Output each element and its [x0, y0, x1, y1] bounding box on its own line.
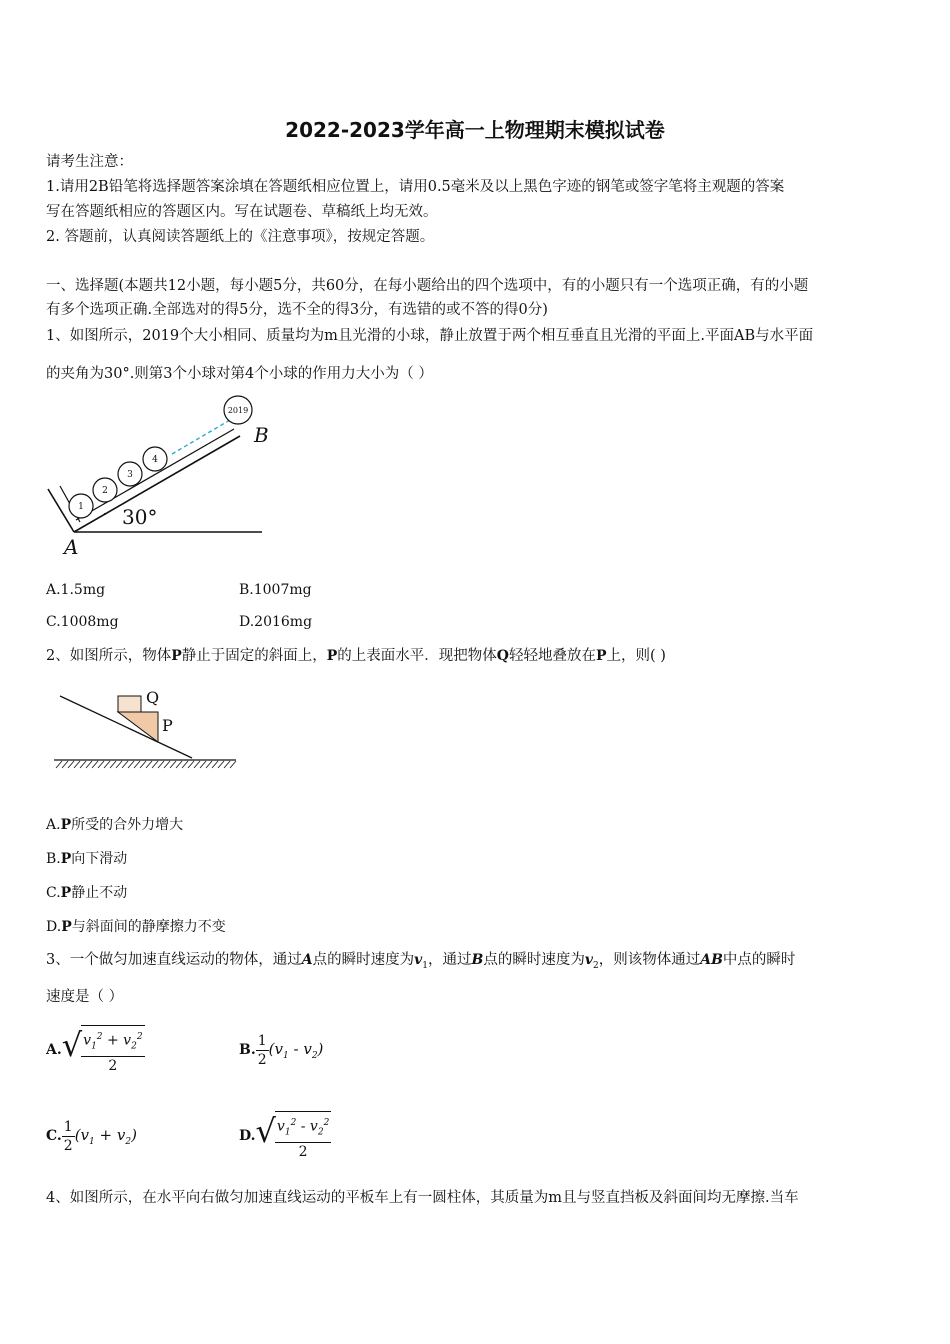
- q2-option-c[interactable]: C.P静止不动: [46, 885, 128, 901]
- block-q: [118, 696, 141, 712]
- q3-stem-line-2: 速度是（ ）: [46, 989, 124, 1005]
- q2-stem: 2、如图所示，物体P静止于固定的斜面上，P的上表面水平．现把物体Q轻轻地叠放在P上，则( ): [46, 648, 666, 664]
- q3-stem-line-1: 3、一个做匀加速直线运动的物体，通过A点的瞬时速度为$v_1$，通过B点的瞬时速度为$v_2$，则该物体通过AB中点的瞬时: [46, 952, 796, 971]
- q3-option-a[interactable]: A. √ $\frac{v_1^2 + v_2^2}{2}$: [46, 1026, 143, 1074]
- q4-stem-line-1: 4、如图所示，在水平向右做匀加速直线运动的平板车上有一圆柱体，其质量为m且与竖直挡板及斜面间均无摩擦.当车: [46, 1190, 799, 1206]
- label-b: B: [254, 423, 269, 447]
- q1-option-a[interactable]: A.1.5mg: [46, 582, 106, 598]
- label-q: Q: [146, 688, 160, 707]
- q1-option-d[interactable]: D.2016mg: [239, 614, 313, 630]
- notice-line-3: 2. 答题前，认真阅读答题纸上的《注意事项》，按规定答题。: [46, 229, 435, 245]
- section-line-1: 一、选择题(本题共12小题，每小题5分，共60分，在每小题给出的四个选项中，有的小题只有一个选项正确，有的小题: [46, 278, 809, 294]
- q3-option-b[interactable]: B. $\frac{1}{2}$ $(v_1 - v_2)$: [239, 1032, 324, 1068]
- ball-2019-label: 2019: [227, 406, 249, 415]
- ball-1-label: 1: [78, 502, 84, 512]
- q1-stem-line-1: 1、如图所示，2019个大小相同、质量均为m且光滑的小球，静止放置于两个相互垂直且光滑的平面上.平面AB与水平面: [46, 328, 814, 344]
- q2-figure: [48, 684, 248, 774]
- angle-label: 30°: [122, 505, 158, 529]
- q1-option-b[interactable]: B.1007mg: [239, 582, 312, 598]
- q2-option-d[interactable]: D.P与斜面间的静摩擦力不变: [46, 919, 226, 935]
- section-line-2: 有多个选项正确.全部选对的得5分，选不全的得3分，有选错的或不答的得0分): [46, 302, 548, 318]
- label-p: P: [162, 716, 173, 735]
- sqrt-sign: √ $\frac{v_1^2 + v_2^2}{2}$: [61, 1026, 143, 1074]
- sqrt-sign: √ $\frac{v_1^2 - v_2^2}{2}$: [255, 1112, 330, 1160]
- notice-header: 请考生注意：: [46, 154, 133, 170]
- ball-3-label: 3: [127, 470, 133, 480]
- q3-option-c[interactable]: C. $\frac{1}{2}$ $(v_1 + v_2)$: [46, 1118, 137, 1154]
- q2-option-a[interactable]: A.P所受的合外力增大: [46, 817, 184, 833]
- ball-4-label: 4: [152, 455, 158, 465]
- ground-hatch: [56, 761, 236, 768]
- q1-figure: [40, 392, 280, 562]
- notice-line-2: 写在答题纸相应的答题区内。写在试题卷、草稿纸上均无效。: [46, 204, 438, 220]
- page-title: 2022-2023学年高一上物理期末模拟试卷: [285, 118, 665, 142]
- q1-option-c[interactable]: C.1008mg: [46, 614, 119, 630]
- label-a: A: [64, 535, 79, 559]
- ball-2-label: 2: [102, 486, 108, 496]
- block-p: [118, 712, 158, 742]
- q3-option-d[interactable]: D. √ $\frac{v_1^2 - v_2^2}{2}$: [239, 1112, 330, 1160]
- q2-option-b[interactable]: B.P向下滑动: [46, 851, 128, 867]
- notice-line-1: 1.请用2B铅笔将选择题答案涂填在答题纸相应位置上，请用0.5毫米及以上黑色字迹的钢笔或签字笔将主观题的答案: [46, 179, 785, 195]
- q1-stem-line-2: 的夹角为30°.则第3个小球对第4个小球的作用力大小为（ ）: [46, 366, 433, 382]
